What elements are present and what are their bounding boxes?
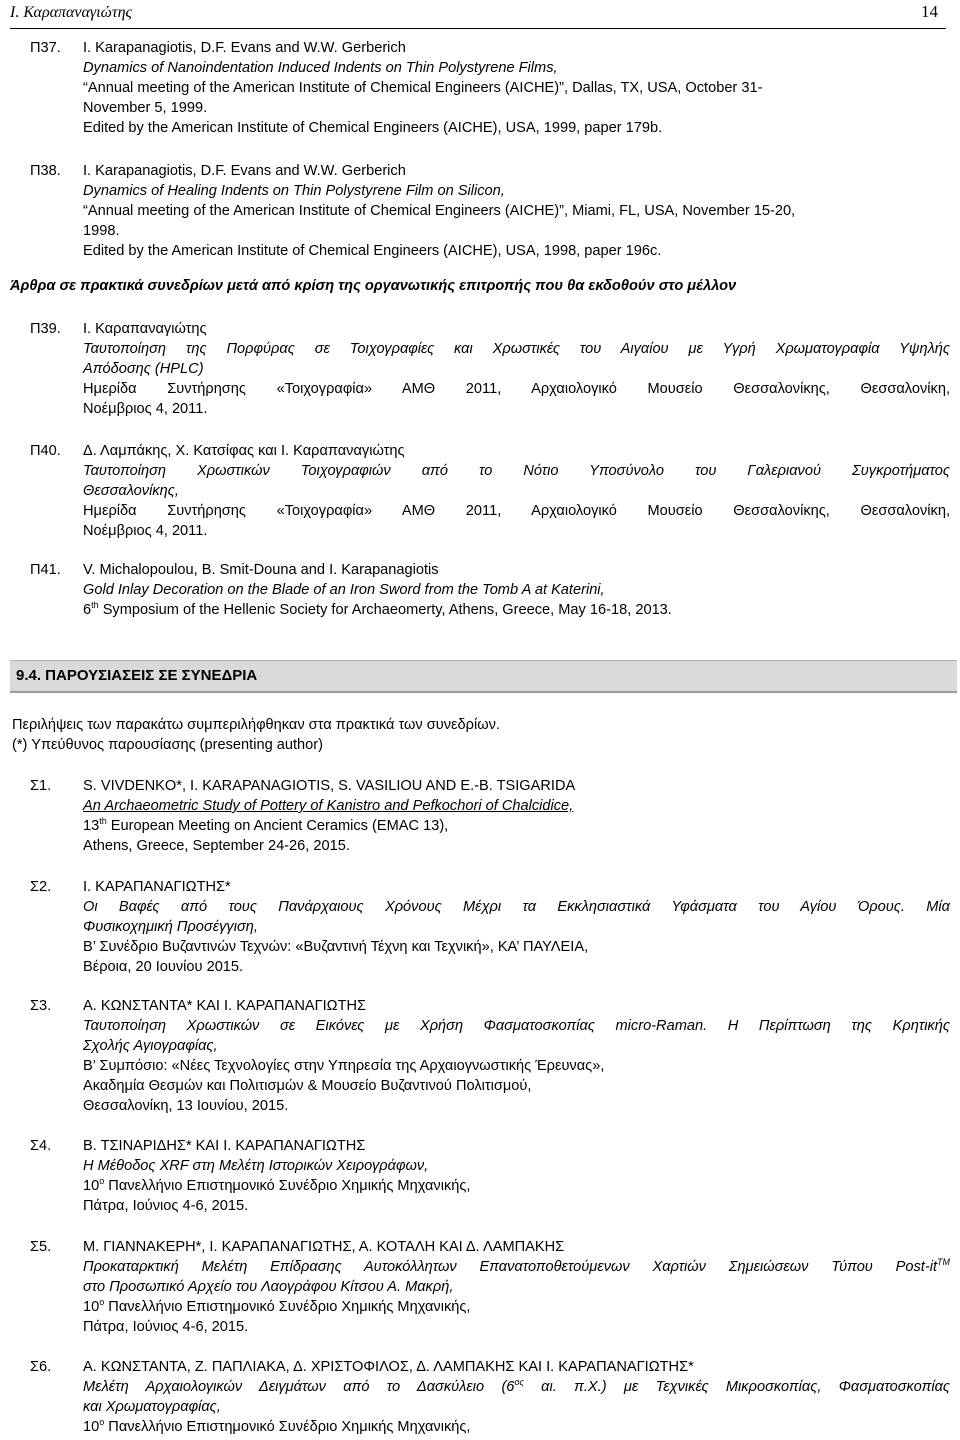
title-text-cont: αι. π.Χ.) με Τεχνικές Μικροσκοπίας, Φασματοσκοπίας (523, 1379, 951, 1395)
entry-authors: Δ. Λαμπάκης, Χ. Κατσίφας και Ι. Καραπαναγιώτης (83, 443, 405, 459)
venue-ordinal-suffix: th (91, 600, 99, 610)
venue-ordinal: 10 (83, 1178, 100, 1194)
entry-venue: Ημερίδα Συντήρησης «Τοιχογραφία» ΑΜΘ 2011, Αρχαιολογικό Μουσείο Θεσσαλονίκης, Θεσσαλονίκη, (83, 503, 950, 519)
entry-title: Gold Inlay Decoration on the Blade of an Iron Sword from the Tomb A at Katerini, (83, 582, 605, 598)
venue-ordinal: 10 (83, 1299, 100, 1315)
entry-title-cont: και Χρωματογραφίας, (83, 1399, 221, 1415)
header-author: Ι. Καραπαναγιώτης (10, 4, 132, 21)
entry-authors: Μ. ΓΙΑΝΝΑΚΕΡΗ*, Ι. ΚΑΡΑΠΑΝΑΓΙΩΤΗΣ, Α. ΚΟΤΑΛΗ ΚΑΙ Δ. ΛΑΜΠΑΚΗΣ (83, 1239, 565, 1255)
venue-ordinal: 6 (83, 602, 92, 618)
venue-text: European Meeting on Ancient Ceramics (EMAC 13), (106, 818, 449, 834)
venue-text: Symposium of the Hellenic Society for Archaeomerty, Athens, Greece, May 16-18, 2013. (98, 602, 672, 618)
entry-title (83, 1257, 950, 1277)
entry-number: Σ2. (30, 879, 52, 895)
entry-title (83, 1377, 950, 1397)
venue-ordinal-suffix: ο (99, 1417, 105, 1427)
title-text: Προκαταρκτική Μελέτη Επίδρασης Αυτοκόλλητων Επανατοποθετούμενων Χαρτιών Σημειώσεων Τύπου Post-it (83, 1259, 937, 1275)
entry-venue-cont: Ακαδημία Θεσμών και Πολιτισμών & Μουσείο Βυζαντινού Πολιτισμού, (83, 1078, 532, 1094)
entry-venue-cont: Νοέμβριος 4, 2011. (83, 401, 208, 417)
presentation-entry (30, 1136, 950, 1216)
entry-authors: Ι. ΚΑΡΑΠΑΝΑΓΙΩΤΗΣ* (83, 879, 231, 895)
entry-edited: Edited by the American Institute of Chemical Engineers (AICHE), USA, 1998, paper 196c. (83, 243, 662, 259)
entry-title: An Archaeometric Study of Pottery of Kanistro and Pefkochori of Chalcidice, (83, 798, 574, 814)
entry-number: Π41. (30, 562, 61, 578)
entry-venue: “Annual meeting of the American Institute of Chemical Engineers (AICHE)”, Miami, FL, USA, November 15-20, (83, 203, 796, 219)
entry-venue-cont: 1998. (83, 223, 120, 239)
venue-text: Πανελλήνιο Επιστημονικό Συνέδριο Χημικής Μηχανικής, (104, 1299, 471, 1315)
page-number: 14 (921, 2, 938, 21)
entry-title: Η Μέθοδος XRF στη Μελέτη Ιστορικών Χειρογράφων, (83, 1158, 429, 1174)
entry-edited: Edited by the American Institute of Chemical Engineers (AICHE), USA, 1999, paper 179b. (83, 120, 663, 136)
venue-ordinal: 10 (83, 1419, 100, 1435)
entry-title-cont: Απόδοσης (HPLC) (83, 361, 204, 377)
publication-entry (30, 319, 950, 419)
entry-number: Σ3. (30, 998, 52, 1014)
entry-venue (83, 600, 950, 620)
entry-number: Σ1. (30, 778, 52, 794)
presentation-entry (30, 877, 950, 977)
entry-authors: S. VIVDENKO*, I. KARAPANAGIOTIS, S. VASILIOU AND E.-B. TSIGARIDA (83, 778, 576, 794)
future-proceedings-heading: Άρθρα σε πρακτικά συνεδρίων μετά από κρίση της οργανωτικής επιτροπής που θα εκδοθούν στο μέλλον (10, 278, 737, 294)
entry-title: Dynamics of Nanoindentation Induced Indents on Thin Polystyrene Films, (83, 60, 558, 76)
presentation-entry (30, 1237, 950, 1337)
entry-venue (83, 1297, 950, 1317)
entry-authors: Ι. Καραπαναγιώτης (83, 321, 207, 337)
entry-authors: Β. ΤΣΙΝΑΡΙΔΗΣ* ΚΑΙ Ι. ΚΑΡΑΠΑΝΑΓΙΩΤΗΣ (83, 1138, 366, 1154)
entry-title: Ταυτοποίηση Χρωστικών σε Εικόνες με Χρήση Φασματοσκοπίας micro-Raman. Η Περίπτωση της Κρητικής (83, 1018, 950, 1034)
entry-title: Οι Βαφές από τους Πανάρχαιους Χρόνους Μέχρι τα Εκκλησιαστικά Υφάσματα του Αγίου Όρους. Μία (83, 899, 950, 915)
title-text: Μελέτη Αρχαιολογικών Δειγμάτων από το Δασκύλειο (6 (83, 1379, 515, 1395)
entry-place: Πάτρα, Ιούνιος 4-6, 2015. (83, 1198, 249, 1214)
entry-number: Π40. (30, 443, 61, 459)
entry-number: Π39. (30, 321, 61, 337)
section-intro (12, 715, 500, 755)
entry-title-cont: στο Προσωπικό Αρχείο του Λαογράφου Κίτσου Α. Μακρή, (83, 1279, 454, 1295)
venue-ordinal: 13 (83, 818, 100, 834)
venue-text: Πανελλήνιο Επιστημονικό Συνέδριο Χημικής Μηχανικής, (104, 1178, 471, 1194)
entry-number: Π37. (30, 40, 61, 56)
entry-venue (83, 1176, 950, 1196)
entry-title: Ταυτοποίηση Χρωστικών Τοιχογραφιών από το Νότιο Υποσύνολο του Γαλεριανού Συγκροτήματος (83, 463, 950, 479)
entry-place: Athens, Greece, September 24-26, 2015. (83, 838, 350, 854)
entry-number: Σ5. (30, 1239, 52, 1255)
intro-note: (*) Υπεύθυνος παρουσίασης (presenting author) (12, 737, 323, 753)
intro-line: Περιλήψεις των παρακάτω συμπεριλήφθηκαν στα πρακτικά των συνεδρίων. (12, 717, 500, 733)
page-header (10, 2, 946, 29)
entry-venue-cont: Νοέμβριος 4, 2011. (83, 523, 208, 539)
entry-place: Πάτρα, Ιούνιος 4-6, 2015. (83, 1319, 249, 1335)
venue-ordinal-suffix: ο (99, 1297, 105, 1307)
section-bar-title: 9.4. ΠΑΡΟΥΣΙΑΣΕΙΣ ΣΕ ΣΥΝΕΔΡΙΑ (16, 667, 258, 684)
trademark-sup: TM (937, 1257, 950, 1267)
entry-title-cont: Σχολής Αγιογραφίας, (83, 1038, 218, 1054)
venue-ordinal-suffix: th (99, 816, 107, 826)
publication-entry (30, 38, 950, 138)
entry-title-cont: Θεσσαλονίκης, (83, 483, 179, 499)
entry-venue: “Annual meeting of the American Institute of Chemical Engineers (AICHE)”, Dallas, TX, USA, October 31- (83, 80, 763, 96)
entry-authors: Α. ΚΩΝΣΤΑΝΤΑ, Ζ. ΠΑΠΛΙΑΚΑ, Δ. ΧΡΙΣΤΟΦΙΛΟΣ, Δ. ΛΑΜΠΑΚΗΣ ΚΑΙ Ι. ΚΑΡΑΠΑΝΑΓΙΩΤΗΣ* (83, 1359, 694, 1375)
entry-authors: I. Karapanagiotis, D.F. Evans and W.W. Gerberich (83, 163, 406, 179)
venue-ordinal-suffix: ο (99, 1176, 105, 1186)
venue-text: Πανελλήνιο Επιστημονικό Συνέδριο Χημικής Μηχανικής, (104, 1419, 471, 1435)
presentation-entry (30, 1357, 950, 1437)
entry-title: Ταυτοποίηση της Πορφύρας σε Τοιχογραφίες και Χρωστικές του Αιγαίου με Υγρή Χρωματογραφία Υψηλής (83, 341, 950, 357)
entry-number: Σ6. (30, 1359, 52, 1375)
entry-venue: Ημερίδα Συντήρησης «Τοιχογραφία» ΑΜΘ 2011, Αρχαιολογικό Μουσείο Θεσσαλονίκης, Θεσσαλονίκη, (83, 381, 950, 397)
entry-number: Σ4. (30, 1138, 52, 1154)
entry-venue: Β’ Συνέδριο Βυζαντινών Τεχνών: «Βυζαντινή Τέχνη και Τεχνική», ΚΑ’ ΠΑΥΛΕΙΑ, (83, 939, 589, 955)
entry-authors: V. Michalopoulou, B. Smit-Douna and I. Karapanagiotis (83, 562, 439, 578)
section-bar (10, 660, 957, 693)
entry-authors: I. Karapanagiotis, D.F. Evans and W.W. Gerberich (83, 40, 406, 56)
entry-title: Dynamics of Healing Indents on Thin Polystyrene Film on Silicon, (83, 183, 505, 199)
publication-entry (30, 161, 950, 261)
entry-place: Βέροια, 20 Ιουνίου 2015. (83, 959, 244, 975)
entry-venue (83, 816, 950, 836)
entry-venue-cont: November 5, 1999. (83, 100, 208, 116)
presentation-entry (30, 996, 950, 1116)
entry-title-cont: Φυσικοχημική Προσέγγιση, (83, 919, 258, 935)
publication-entry (30, 441, 950, 541)
entry-authors: Α. ΚΩΝΣΤΑΝΤΑ* ΚΑΙ Ι. ΚΑΡΑΠΑΝΑΓΙΩΤΗΣ (83, 998, 367, 1014)
entry-place: Θεσσαλονίκη, 13 Ιουνίου, 2015. (83, 1098, 289, 1114)
publication-entry (30, 560, 950, 620)
ordinal-sup: ος (514, 1377, 524, 1387)
entry-number: Π38. (30, 163, 61, 179)
presentation-entry (30, 776, 950, 856)
entry-venue (83, 1417, 950, 1437)
entry-venue: Β’ Συμπόσιο: «Νέες Τεχνολογίες στην Υπηρεσία της Αρχαιογνωστικής Έρευνας», (83, 1058, 605, 1074)
